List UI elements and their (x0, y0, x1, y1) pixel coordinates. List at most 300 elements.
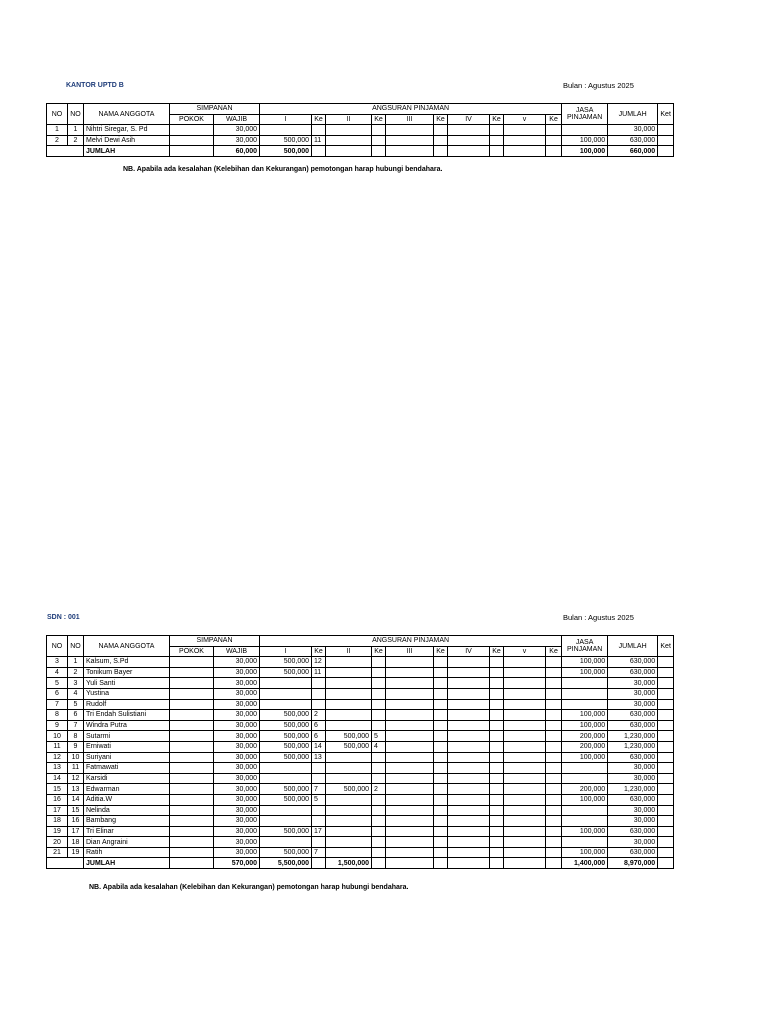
installment-5 (504, 794, 546, 805)
jasa-value: 100,000 (562, 667, 608, 678)
jumlah-value: 630,000 (608, 710, 658, 721)
installment-1: 500,000 (260, 784, 312, 795)
member-name: Yuli Santi (84, 678, 170, 689)
installment-count-3 (434, 699, 448, 710)
installment-count-3 (434, 135, 448, 146)
jasa-value (562, 678, 608, 689)
member-number: 13 (68, 784, 84, 795)
table-cell (47, 146, 84, 157)
wajib-value: 30,000 (214, 678, 260, 689)
installment-4 (448, 752, 490, 763)
installment-3 (386, 667, 434, 678)
installment-count-1: 11 (312, 135, 326, 146)
jumlah-value: 30,000 (608, 688, 658, 699)
member-number: 17 (68, 826, 84, 837)
installment-count-3 (434, 125, 448, 136)
installment-4 (448, 847, 490, 858)
installment-4 (448, 699, 490, 710)
installment-count-2: 4 (372, 741, 386, 752)
total-label: JUMLAH (84, 858, 170, 869)
installment-3 (386, 826, 434, 837)
installment-count-1: 7 (312, 784, 326, 795)
installment-3 (386, 816, 434, 827)
row-number: 8 (47, 710, 68, 721)
installment-1: 500,000 (260, 135, 312, 146)
table-cell (372, 858, 386, 869)
member-name: Yustina (84, 688, 170, 699)
wajib-value: 30,000 (214, 657, 260, 668)
row-number: 11 (47, 741, 68, 752)
installment-count-2 (372, 667, 386, 678)
member-name: Erniwati (84, 741, 170, 752)
header-jasa: JASA PINJAMAN (562, 104, 608, 125)
table-cell (490, 146, 504, 157)
member-number: 14 (68, 794, 84, 805)
header-angsuran-i: I (260, 646, 312, 657)
table-row (47, 773, 674, 784)
member-number: 1 (68, 657, 84, 668)
installment-1: 500,000 (260, 710, 312, 721)
wajib-value: 30,000 (214, 720, 260, 731)
installment-count-2 (372, 720, 386, 731)
installment-count-3 (434, 741, 448, 752)
jasa-value (562, 816, 608, 827)
installment-count-1: 13 (312, 752, 326, 763)
member-name: Bambang (84, 816, 170, 827)
table-cell (386, 146, 434, 157)
header-jumlah: JUMLAH (608, 104, 658, 125)
total-row (47, 146, 674, 157)
installment-count-1: 2 (312, 710, 326, 721)
member-number: 19 (68, 847, 84, 858)
pokok-value (170, 741, 214, 752)
installment-1: 500,000 (260, 794, 312, 805)
installment-count-3 (434, 847, 448, 858)
wajib-value: 30,000 (214, 667, 260, 678)
header-angsuran-iii: III (386, 114, 434, 125)
header-angsuran-iii: III (386, 646, 434, 657)
member-number: 11 (68, 763, 84, 774)
table-cell (434, 858, 448, 869)
installment-4 (448, 784, 490, 795)
table-cell (490, 858, 504, 869)
installment-count-5 (546, 731, 562, 742)
member-name: Kalsum, S.Pd (84, 657, 170, 668)
installment-5 (504, 826, 546, 837)
installment-count-3 (434, 667, 448, 678)
installment-5 (504, 125, 546, 136)
table-cell (434, 146, 448, 157)
installment-count-4 (490, 773, 504, 784)
table-row (47, 720, 674, 731)
pokok-value (170, 667, 214, 678)
installment-1 (260, 699, 312, 710)
installment-count-1 (312, 816, 326, 827)
ket-value (658, 688, 674, 699)
jumlah-value: 30,000 (608, 678, 658, 689)
installment-count-5 (546, 805, 562, 816)
installment-2 (326, 678, 372, 689)
member-number: 9 (68, 741, 84, 752)
pokok-value (170, 826, 214, 837)
table-cell (546, 858, 562, 869)
jumlah-value: 30,000 (608, 816, 658, 827)
row-number: 17 (47, 805, 68, 816)
member-number: 16 (68, 816, 84, 827)
jasa-value (562, 837, 608, 848)
installment-4 (448, 826, 490, 837)
installment-2 (326, 710, 372, 721)
installment-4 (448, 773, 490, 784)
installment-count-3 (434, 784, 448, 795)
jasa-value: 200,000 (562, 741, 608, 752)
installment-2 (326, 752, 372, 763)
header-no: NO (68, 104, 84, 125)
installment-count-5 (546, 816, 562, 827)
header-wajib: WAJIB (214, 114, 260, 125)
installment-2 (326, 763, 372, 774)
installment-1: 500,000 (260, 741, 312, 752)
installment-4 (448, 667, 490, 678)
table-cell (658, 858, 674, 869)
member-number: 12 (68, 773, 84, 784)
jasa-value: 100,000 (562, 135, 608, 146)
member-number: 6 (68, 710, 84, 721)
pokok-value (170, 847, 214, 858)
installment-2 (326, 794, 372, 805)
total-jasa: 1,400,000 (562, 858, 608, 869)
ket-value (658, 773, 674, 784)
installment-3 (386, 657, 434, 668)
member-number: 15 (68, 805, 84, 816)
installment-3 (386, 135, 434, 146)
pokok-value (170, 688, 214, 699)
installment-count-4 (490, 816, 504, 827)
member-name: Fatmawati (84, 763, 170, 774)
member-number: 4 (68, 688, 84, 699)
installment-count-2 (372, 837, 386, 848)
installment-count-3 (434, 763, 448, 774)
header-no: NO (68, 636, 84, 657)
installment-3 (386, 752, 434, 763)
header-angsuran: ANGSURAN PINJAMAN (260, 636, 562, 647)
wajib-value: 30,000 (214, 805, 260, 816)
member-number: 2 (68, 667, 84, 678)
installment-3 (386, 125, 434, 136)
installment-3 (386, 710, 434, 721)
member-number: 5 (68, 699, 84, 710)
row-number: 10 (47, 731, 68, 742)
installment-4 (448, 657, 490, 668)
installment-1: 500,000 (260, 657, 312, 668)
note-text: NB. Apabila ada kesalahan (Kelebihan dan Kekurangan) pemotongan harap hubungi bendahara. (123, 166, 443, 173)
installment-count-1: 14 (312, 741, 326, 752)
header-ke: Ke (372, 114, 386, 125)
ket-value (658, 784, 674, 795)
total-label: JUMLAH (84, 146, 170, 157)
installment-1: 500,000 (260, 667, 312, 678)
installment-3 (386, 773, 434, 784)
installment-count-4 (490, 752, 504, 763)
member-number: 1 (68, 125, 84, 136)
installment-count-3 (434, 710, 448, 721)
header-ke: Ke (434, 114, 448, 125)
installment-1 (260, 837, 312, 848)
installment-count-3 (434, 688, 448, 699)
row-number: 19 (47, 826, 68, 837)
installment-count-2 (372, 816, 386, 827)
installment-count-3 (434, 826, 448, 837)
jumlah-value: 30,000 (608, 773, 658, 784)
member-number: 18 (68, 837, 84, 848)
installment-count-5 (546, 678, 562, 689)
header-row (47, 636, 674, 647)
wajib-value: 30,000 (214, 794, 260, 805)
header-ke: Ke (546, 646, 562, 657)
installment-2 (326, 837, 372, 848)
installment-count-4 (490, 688, 504, 699)
ket-value (658, 816, 674, 827)
jasa-value: 100,000 (562, 826, 608, 837)
jasa-value: 100,000 (562, 752, 608, 763)
header-angsuran-iv: IV (448, 646, 490, 657)
header-ke: Ke (490, 646, 504, 657)
pokok-value (170, 710, 214, 721)
installment-count-2: 2 (372, 784, 386, 795)
installment-count-2 (372, 773, 386, 784)
installment-5 (504, 847, 546, 858)
header-pokok: POKOK (170, 114, 214, 125)
header-ke: Ke (312, 114, 326, 125)
table-cell (386, 858, 434, 869)
installment-4 (448, 816, 490, 827)
installment-1 (260, 125, 312, 136)
header-jasa: JASA PINJAMAN (562, 636, 608, 657)
installment-count-4 (490, 731, 504, 742)
jasa-value (562, 773, 608, 784)
installment-count-1: 11 (312, 667, 326, 678)
installment-4 (448, 741, 490, 752)
table-cell (312, 146, 326, 157)
installment-count-2: 5 (372, 731, 386, 742)
installment-3 (386, 847, 434, 858)
installment-5 (504, 657, 546, 668)
installment-count-3 (434, 678, 448, 689)
installment-4 (448, 688, 490, 699)
row-number: 4 (47, 667, 68, 678)
installment-count-3 (434, 794, 448, 805)
ket-value (658, 125, 674, 136)
row-number: 12 (47, 752, 68, 763)
installment-5 (504, 837, 546, 848)
installment-5 (504, 763, 546, 774)
table-row (47, 805, 674, 816)
table-row (47, 699, 674, 710)
installment-count-5 (546, 688, 562, 699)
member-name: Ratih (84, 847, 170, 858)
ket-value (658, 794, 674, 805)
installment-5 (504, 816, 546, 827)
member-name: Aditia.W (84, 794, 170, 805)
pokok-value (170, 125, 214, 136)
installment-3 (386, 678, 434, 689)
wajib-value: 30,000 (214, 699, 260, 710)
installment-count-3 (434, 657, 448, 668)
installment-5 (504, 752, 546, 763)
wajib-value: 30,000 (214, 125, 260, 136)
installment-2 (326, 125, 372, 136)
installment-5 (504, 784, 546, 795)
installment-count-2 (372, 135, 386, 146)
pokok-value (170, 837, 214, 848)
installment-1: 500,000 (260, 847, 312, 858)
installment-count-4 (490, 678, 504, 689)
installment-count-2 (372, 710, 386, 721)
table-row (47, 741, 674, 752)
installment-count-2 (372, 794, 386, 805)
installment-count-1: 12 (312, 657, 326, 668)
installment-2: 500,000 (326, 731, 372, 742)
row-number: 20 (47, 837, 68, 848)
installment-count-2 (372, 678, 386, 689)
installment-1 (260, 805, 312, 816)
member-name: Karsidi (84, 773, 170, 784)
installment-count-5 (546, 720, 562, 731)
installment-2 (326, 667, 372, 678)
installment-count-1 (312, 688, 326, 699)
table-cell (312, 858, 326, 869)
table-row (47, 752, 674, 763)
jumlah-value: 30,000 (608, 763, 658, 774)
table-row (47, 667, 674, 678)
header-angsuran-ii: II (326, 646, 372, 657)
table-row (47, 784, 674, 795)
table-cell (47, 858, 84, 869)
member-name: Windra Putra (84, 720, 170, 731)
jasa-value (562, 125, 608, 136)
installment-count-2 (372, 752, 386, 763)
installment-4 (448, 710, 490, 721)
installment-count-2 (372, 657, 386, 668)
installment-5 (504, 731, 546, 742)
jumlah-value: 630,000 (608, 657, 658, 668)
member-number: 2 (68, 135, 84, 146)
total-jasa: 100,000 (562, 146, 608, 157)
member-name: Suriyani (84, 752, 170, 763)
total-wajib: 60,000 (214, 146, 260, 157)
installment-count-5 (546, 125, 562, 136)
wajib-value: 30,000 (214, 763, 260, 774)
installment-1: 500,000 (260, 826, 312, 837)
header-angsuran-v: v (504, 646, 546, 657)
row-number: 2 (47, 135, 68, 146)
ket-value (658, 837, 674, 848)
installment-5 (504, 678, 546, 689)
jumlah-value: 630,000 (608, 667, 658, 678)
installment-3 (386, 741, 434, 752)
wajib-value: 30,000 (214, 773, 260, 784)
row-number: 18 (47, 816, 68, 827)
wajib-value: 30,000 (214, 741, 260, 752)
header-angsuran-ii: II (326, 114, 372, 125)
installment-count-2 (372, 826, 386, 837)
table-row (47, 837, 674, 848)
installment-count-1 (312, 125, 326, 136)
installment-count-1: 6 (312, 731, 326, 742)
ledger-table (46, 635, 674, 869)
installment-4 (448, 794, 490, 805)
table-row (47, 125, 674, 136)
installment-count-2 (372, 699, 386, 710)
installment-count-2 (372, 688, 386, 699)
installment-count-1 (312, 699, 326, 710)
table-row (47, 135, 674, 146)
header-simpanan: SIMPANAN (170, 636, 260, 647)
installment-5 (504, 773, 546, 784)
total-installment-2: 1,500,000 (326, 858, 372, 869)
installment-count-4 (490, 135, 504, 146)
row-number: 5 (47, 678, 68, 689)
installment-5 (504, 805, 546, 816)
header-angsuran-i: I (260, 114, 312, 125)
total-wajib: 570,000 (214, 858, 260, 869)
installment-4 (448, 837, 490, 848)
pokok-value (170, 763, 214, 774)
installment-count-5 (546, 837, 562, 848)
wajib-value: 30,000 (214, 731, 260, 742)
installment-count-3 (434, 773, 448, 784)
row-number: 15 (47, 784, 68, 795)
table-cell (448, 146, 490, 157)
installment-2 (326, 826, 372, 837)
installment-1 (260, 688, 312, 699)
installment-count-2 (372, 805, 386, 816)
installment-count-1 (312, 837, 326, 848)
ket-value (658, 667, 674, 678)
table-row (47, 710, 674, 721)
table-cell (658, 146, 674, 157)
installment-count-1: 7 (312, 847, 326, 858)
installment-count-1: 17 (312, 826, 326, 837)
installment-5 (504, 688, 546, 699)
total-row (47, 858, 674, 869)
table-cell (546, 146, 562, 157)
installment-count-3 (434, 837, 448, 848)
header-ke: Ke (312, 646, 326, 657)
pokok-value (170, 773, 214, 784)
total-installment-1: 5,500,000 (260, 858, 312, 869)
installment-count-1: 6 (312, 720, 326, 731)
installment-2 (326, 688, 372, 699)
member-name: Rudolf (84, 699, 170, 710)
ket-value (658, 741, 674, 752)
row-number: 6 (47, 688, 68, 699)
table-cell (504, 146, 546, 157)
installment-3 (386, 688, 434, 699)
installment-count-2 (372, 847, 386, 858)
installment-count-4 (490, 720, 504, 731)
header-angsuran-iv: IV (448, 114, 490, 125)
installment-5 (504, 667, 546, 678)
installment-2 (326, 847, 372, 858)
installment-count-4 (490, 794, 504, 805)
installment-count-2 (372, 763, 386, 774)
installment-count-4 (490, 125, 504, 136)
installment-3 (386, 837, 434, 848)
table-row (47, 794, 674, 805)
installment-count-1 (312, 763, 326, 774)
table-row (47, 816, 674, 827)
